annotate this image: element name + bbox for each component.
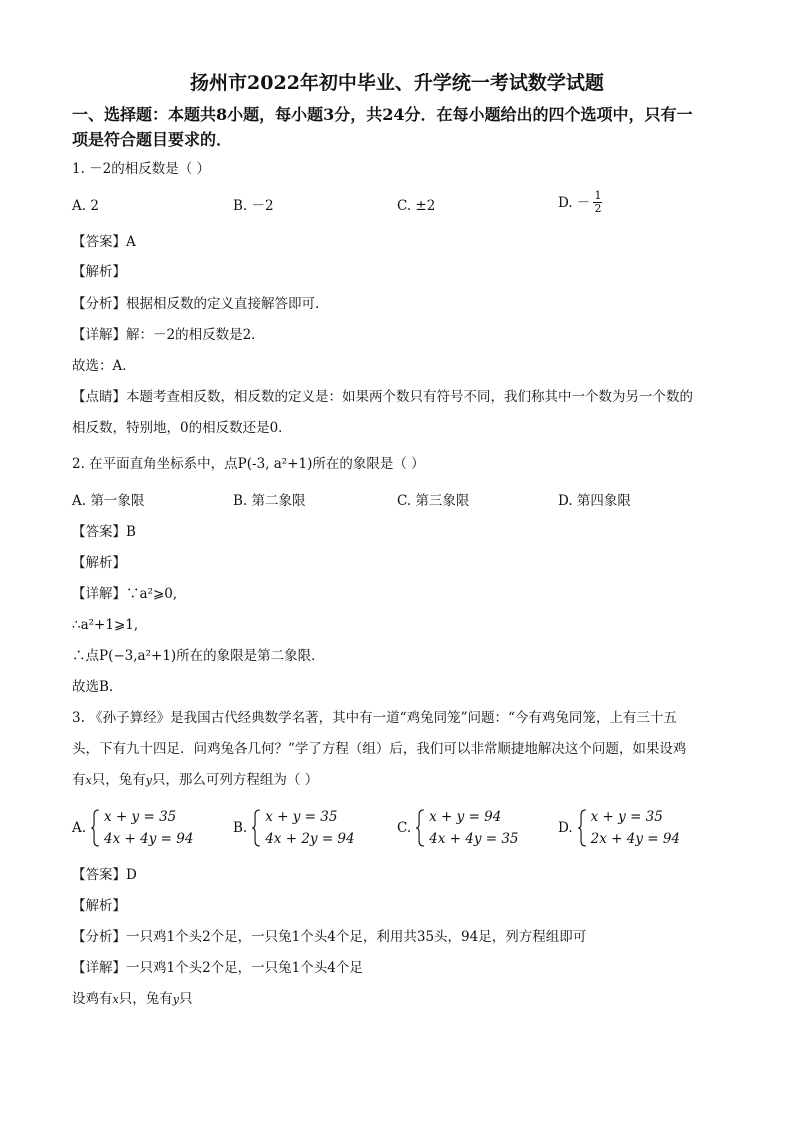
stem-text: 只，兔有 [91,772,146,788]
fraction [593,190,602,215]
equation-2: 4x + 4y = 35 [429,831,519,847]
option-label: B. [233,820,248,836]
question-1-stem: 1. －2的相反数是（ ） [72,161,211,177]
set-text: 只 [178,991,193,1007]
question-3-stem-line-2: 头，下有九十四足．问鸡兔各几何？”学了方程（组）后，我们可以非常顺捷地解决这个问题，如果设鸡 [72,741,687,757]
q3-option-a [72,806,193,850]
q1-select: 故选：A． [72,358,136,374]
question-3-stem-line-3 [72,771,318,790]
q2-answer: 【答案】B [72,524,136,540]
set-text: 设鸡有 [72,991,113,1007]
q3-option-c [397,806,519,850]
q2-option-d: D. 第四象限 [558,493,631,509]
q1-dianjing-line-1: 【点睛】本题考查相反数，相反数的定义是：如果两个数只有符号不同，我们称其中一个数为另一个数的 [72,389,693,405]
q2-xiangjie: 【详解】∵a²⩾0, [72,586,178,602]
q2-step-2: ∴a²+1⩾1, [72,617,139,633]
q2-option-b: B. 第二象限 [233,493,306,509]
question-3-stem-line-1: 3. 《孙子算经》是我国古代经典数学名著，其中有一道“鸡兔同笼”问题：“今有鸡兔同笼，上有三十五 [72,710,677,726]
option-label: C. [397,820,412,836]
q3-set-variables [72,990,192,1009]
q3-analysis-header: 【解析】 [72,898,126,914]
q3-option-b [233,806,355,850]
q2-step-3: ∴点P(−3,a²+1)所在的象限是第二象限． [72,648,325,664]
option-label: A. [72,820,87,836]
variable-y: y [172,993,179,1006]
q2-option-c: C. 第三象限 [397,493,470,509]
equation-2: 4x + 2y = 94 [265,831,355,847]
section-heading-line-1: 一、选择题：本题共8小题，每小题3分，共24分．在每小题给出的四个选项中，只有一 [72,105,693,124]
equation-1: x + y = 35 [265,809,338,825]
variable-y: y [145,774,152,787]
fraction-denominator: 2 [594,202,602,215]
q2-select: 故选B. [72,679,114,695]
q1-option-d [558,190,602,215]
equation-2: 4x + 4y = 94 [104,831,194,847]
variable-x: x [85,774,92,787]
set-text: 只，兔有 [118,991,173,1007]
q1-option-a: A. 2 [72,198,99,214]
q1-analysis-header: 【解析】 [72,264,126,280]
equation-1: x + y = 94 [429,809,502,825]
q1-option-c: C. ±2 [397,198,436,214]
q2-option-a: A. 第一象限 [72,493,145,509]
stem-text: 只，那么可列方程组为（ ） [151,772,319,788]
q2-analysis-header: 【解析】 [72,555,126,571]
q1-fenxi: 【分析】根据相反数的定义直接解答即可. [72,296,320,312]
q1-option-b: B. －2 [233,198,274,214]
page-title: 扬州市2022年初中毕业、升学统一考试数学试题 [190,72,604,94]
q1-answer: 【答案】A [72,234,136,250]
q1-xiangjie: 【详解】解：－2的相反数是2． [72,327,265,343]
q1-dianjing-line-2: 相反数，特别地，0的相反数还是0． [72,420,292,436]
equation-2: 2x + 4y = 94 [590,831,681,847]
left-brace-icon [415,809,425,847]
left-brace-icon [577,809,587,847]
q3-answer: 【答案】D [72,867,137,883]
variable-x: x [112,993,119,1006]
q1-option-d-prefix: D. － [558,194,591,211]
section-heading-line-2: 项是符合题目要求的． [72,130,233,149]
left-brace-icon [251,809,261,847]
left-brace-icon [90,809,100,847]
option-label: D. [558,820,573,836]
question-2-stem: 2. 在平面直角坐标系中，点P(-3, a²+1)所在的象限是（ ） [72,456,425,472]
stem-text: 有 [72,772,86,788]
q3-xiangjie: 【详解】一只鸡1个头2个足，一只兔1个头4个足 [72,960,363,976]
equation-1: x + y = 35 [104,809,177,825]
equation-1: x + y = 35 [590,809,663,825]
q3-option-d [558,806,680,850]
fraction-numerator: 1 [594,189,602,202]
q3-fenxi: 【分析】一只鸡1个头2个足，一只兔1个头4个足，利用共35头，94足，列方程组即可 [72,929,587,945]
